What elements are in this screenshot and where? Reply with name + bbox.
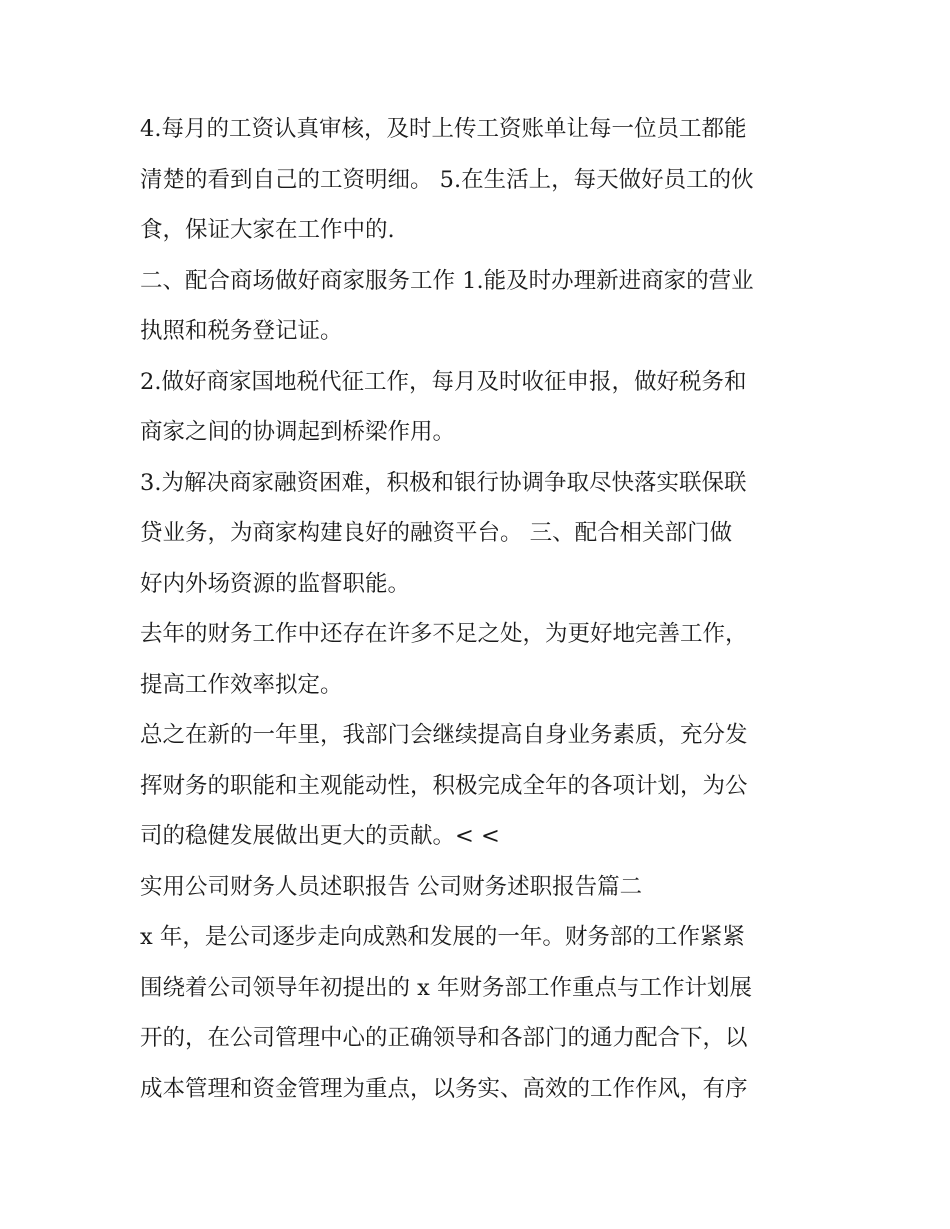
text-line: 司的稳健发展做出更大的贡献。< < — [140, 823, 500, 849]
text-line: 商家之间的协调起到桥梁作用。 — [140, 419, 456, 445]
paragraph-tax-collection — [140, 357, 820, 458]
text-line: 实用公司财务人员述职报告 公司财务述职报告篇二 — [140, 873, 643, 900]
text-line: 成本管理和资金管理为重点，以务实、高效的工作作风，有序 — [140, 1075, 748, 1102]
text-line: 3.为解决商家融资困难，积极和银行协调争取尽快落实联保联 — [140, 469, 747, 496]
document-body — [140, 104, 820, 1114]
text-line: 食，保证大家在工作中的. — [140, 217, 395, 243]
section-heading — [140, 862, 820, 913]
paragraph-merchant-service — [140, 256, 820, 357]
paragraph-year-overview — [140, 912, 820, 1114]
text-line: 好内外场资源的监督职能。 — [140, 570, 411, 597]
text-line: 挥财务的职能和主观能动性，积极完成全年的各项计划，为公 — [140, 772, 748, 799]
text-line: 开的，在公司管理中心的正确领导和各部门的通力配合下，以 — [140, 1025, 748, 1051]
text-line: 执照和税务登记证。 — [140, 318, 343, 344]
text-line: 贷业务，为商家构建良好的融资平台。 三、配合相关部门做 — [140, 520, 733, 546]
text-line: x 年，是公司逐步走向成熟和发展的一年。财务部的工作紧紧 — [140, 924, 745, 950]
text-line: 围绕着公司领导年初提出的 x 年财务部工作重点与工作计划展 — [140, 974, 752, 1001]
paragraph-salary-review — [140, 104, 820, 256]
paragraph-conclusion — [140, 710, 820, 862]
text-line: 二、配合商场做好商家服务工作 1.能及时办理新进商家的营业 — [140, 267, 754, 294]
text-line: 4.每月的工资认真审核，及时上传工资账单让每一位员工都能 — [140, 116, 747, 142]
text-line: 去年的财务工作中还存在许多不足之处，为更好地完善工作， — [140, 621, 748, 647]
text-line: 总之在新的一年里，我部门会继续提高自身业务素质，充分发 — [140, 722, 748, 748]
text-line: 提高工作效率拟定。 — [140, 671, 343, 698]
text-line: 清楚的看到自己的工资明细。 5.在生活上，每天做好员工的伙 — [140, 166, 754, 193]
text-line: 2.做好商家国地税代征工作，每月及时收征申报，做好税务和 — [140, 368, 747, 395]
paragraph-shortcomings — [140, 609, 820, 710]
paragraph-financing — [140, 458, 820, 610]
